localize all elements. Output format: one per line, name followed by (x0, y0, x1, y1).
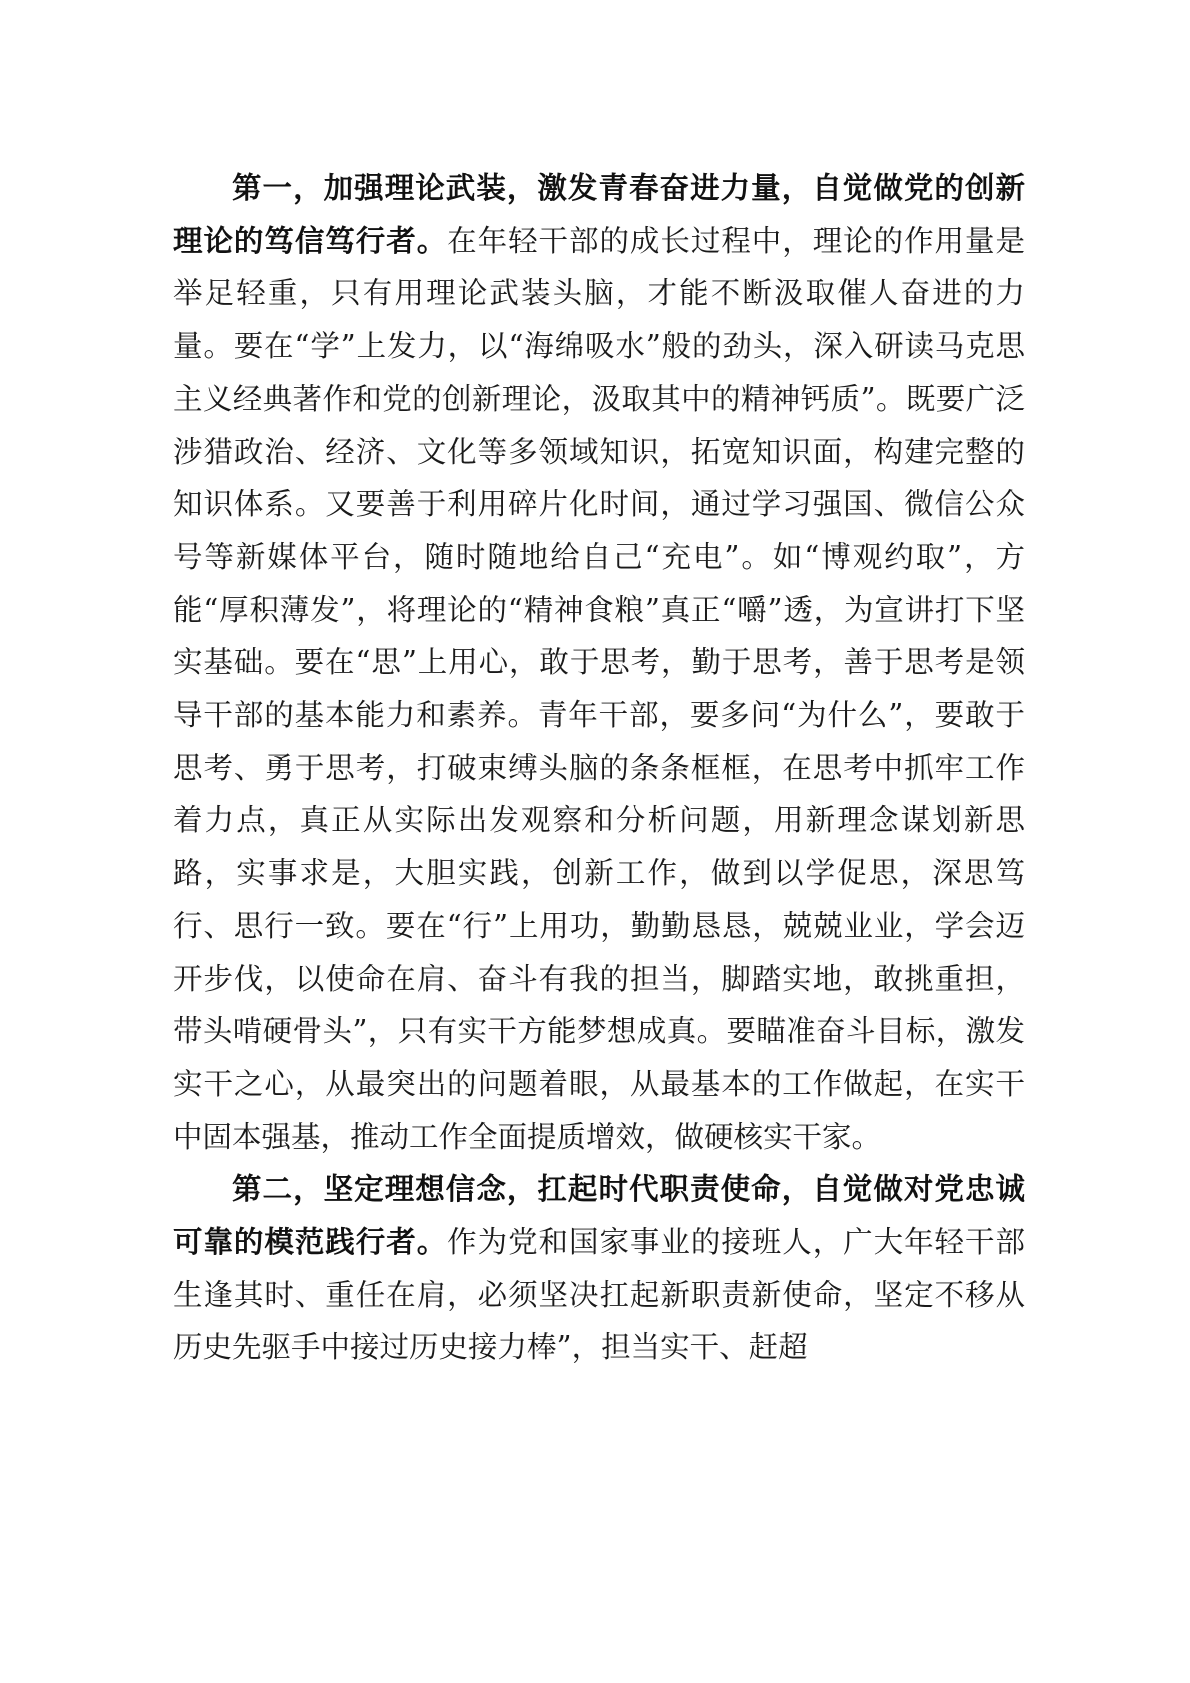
paragraph-1 (173, 162, 1025, 1163)
paragraph-2-text: 作为党和国家事业的接班人，广大年轻干部生逢其时、重任在肩，必须坚决扛起新职责新使命，坚定不移从历史先驱手中接过历史接力棒”，担当实干、赶超 (173, 1225, 1025, 1365)
paragraph-1-text: 在年轻干部的成长过程中，理论的作用量是举足轻重，只有用理论武装头脑，才能不断汲取催人奋进的力量。要在“学”上发力，以“海绵吸水”般的劲头，深入研读马克思主义经典著作和党的创新理论，汲取其中的精神钙质”。既要广泛涉猎政治、经济、文化等多领域知识，拓宽知识面，构建完整的知识体系。又要善于利用碎片化时间，通过学习强国、微信公众号等新媒体平台，随时随地给自己“充电”。如“博观约取”，方能“厚积薄发”，将理论的“精神食粮”真正“嚼”透，为宣讲打下坚实基础。要在“思”上用心，敢于思考，勤于思考，善于思考是领导干部的基本能力和素养。青年干部，要多问“为什么”，要敢于思考、勇于思考，打破束缚头脑的条条框框，在思考中抓牢工作着力点，真正从实际出发观察和分析问题，用新理念谋划新思路，实事求是，大胆实践，创新工作，做到以学促思，深思笃行、思行一致。要在“行”上用功，勤勤恳恳，兢兢业业，学会迈开步伐，以使命在肩、奋斗有我的担当，脚踏实地，敢挑重担，带头啃硬骨头”，只有实干方能梦想成真。要瞄准奋斗目标，激发实干之心，从最突出的问题着眼，从最基本的工作做起，在实干中固本强基，推动工作全面提质增效，做硬核实干家。 (173, 223, 1025, 1154)
paragraph-2 (173, 1163, 1025, 1374)
paragraph-2-heading: 第二，坚定理想信念，扛起时代职责使命，自觉做对党忠诚可靠的模范践行者。 (173, 1171, 1025, 1260)
document-body (173, 162, 1025, 1374)
paragraph-1-heading: 第一，加强理论武装，激发青春奋进力量，自觉做党的创新理论的笃信笃行者。 (173, 170, 1025, 258)
